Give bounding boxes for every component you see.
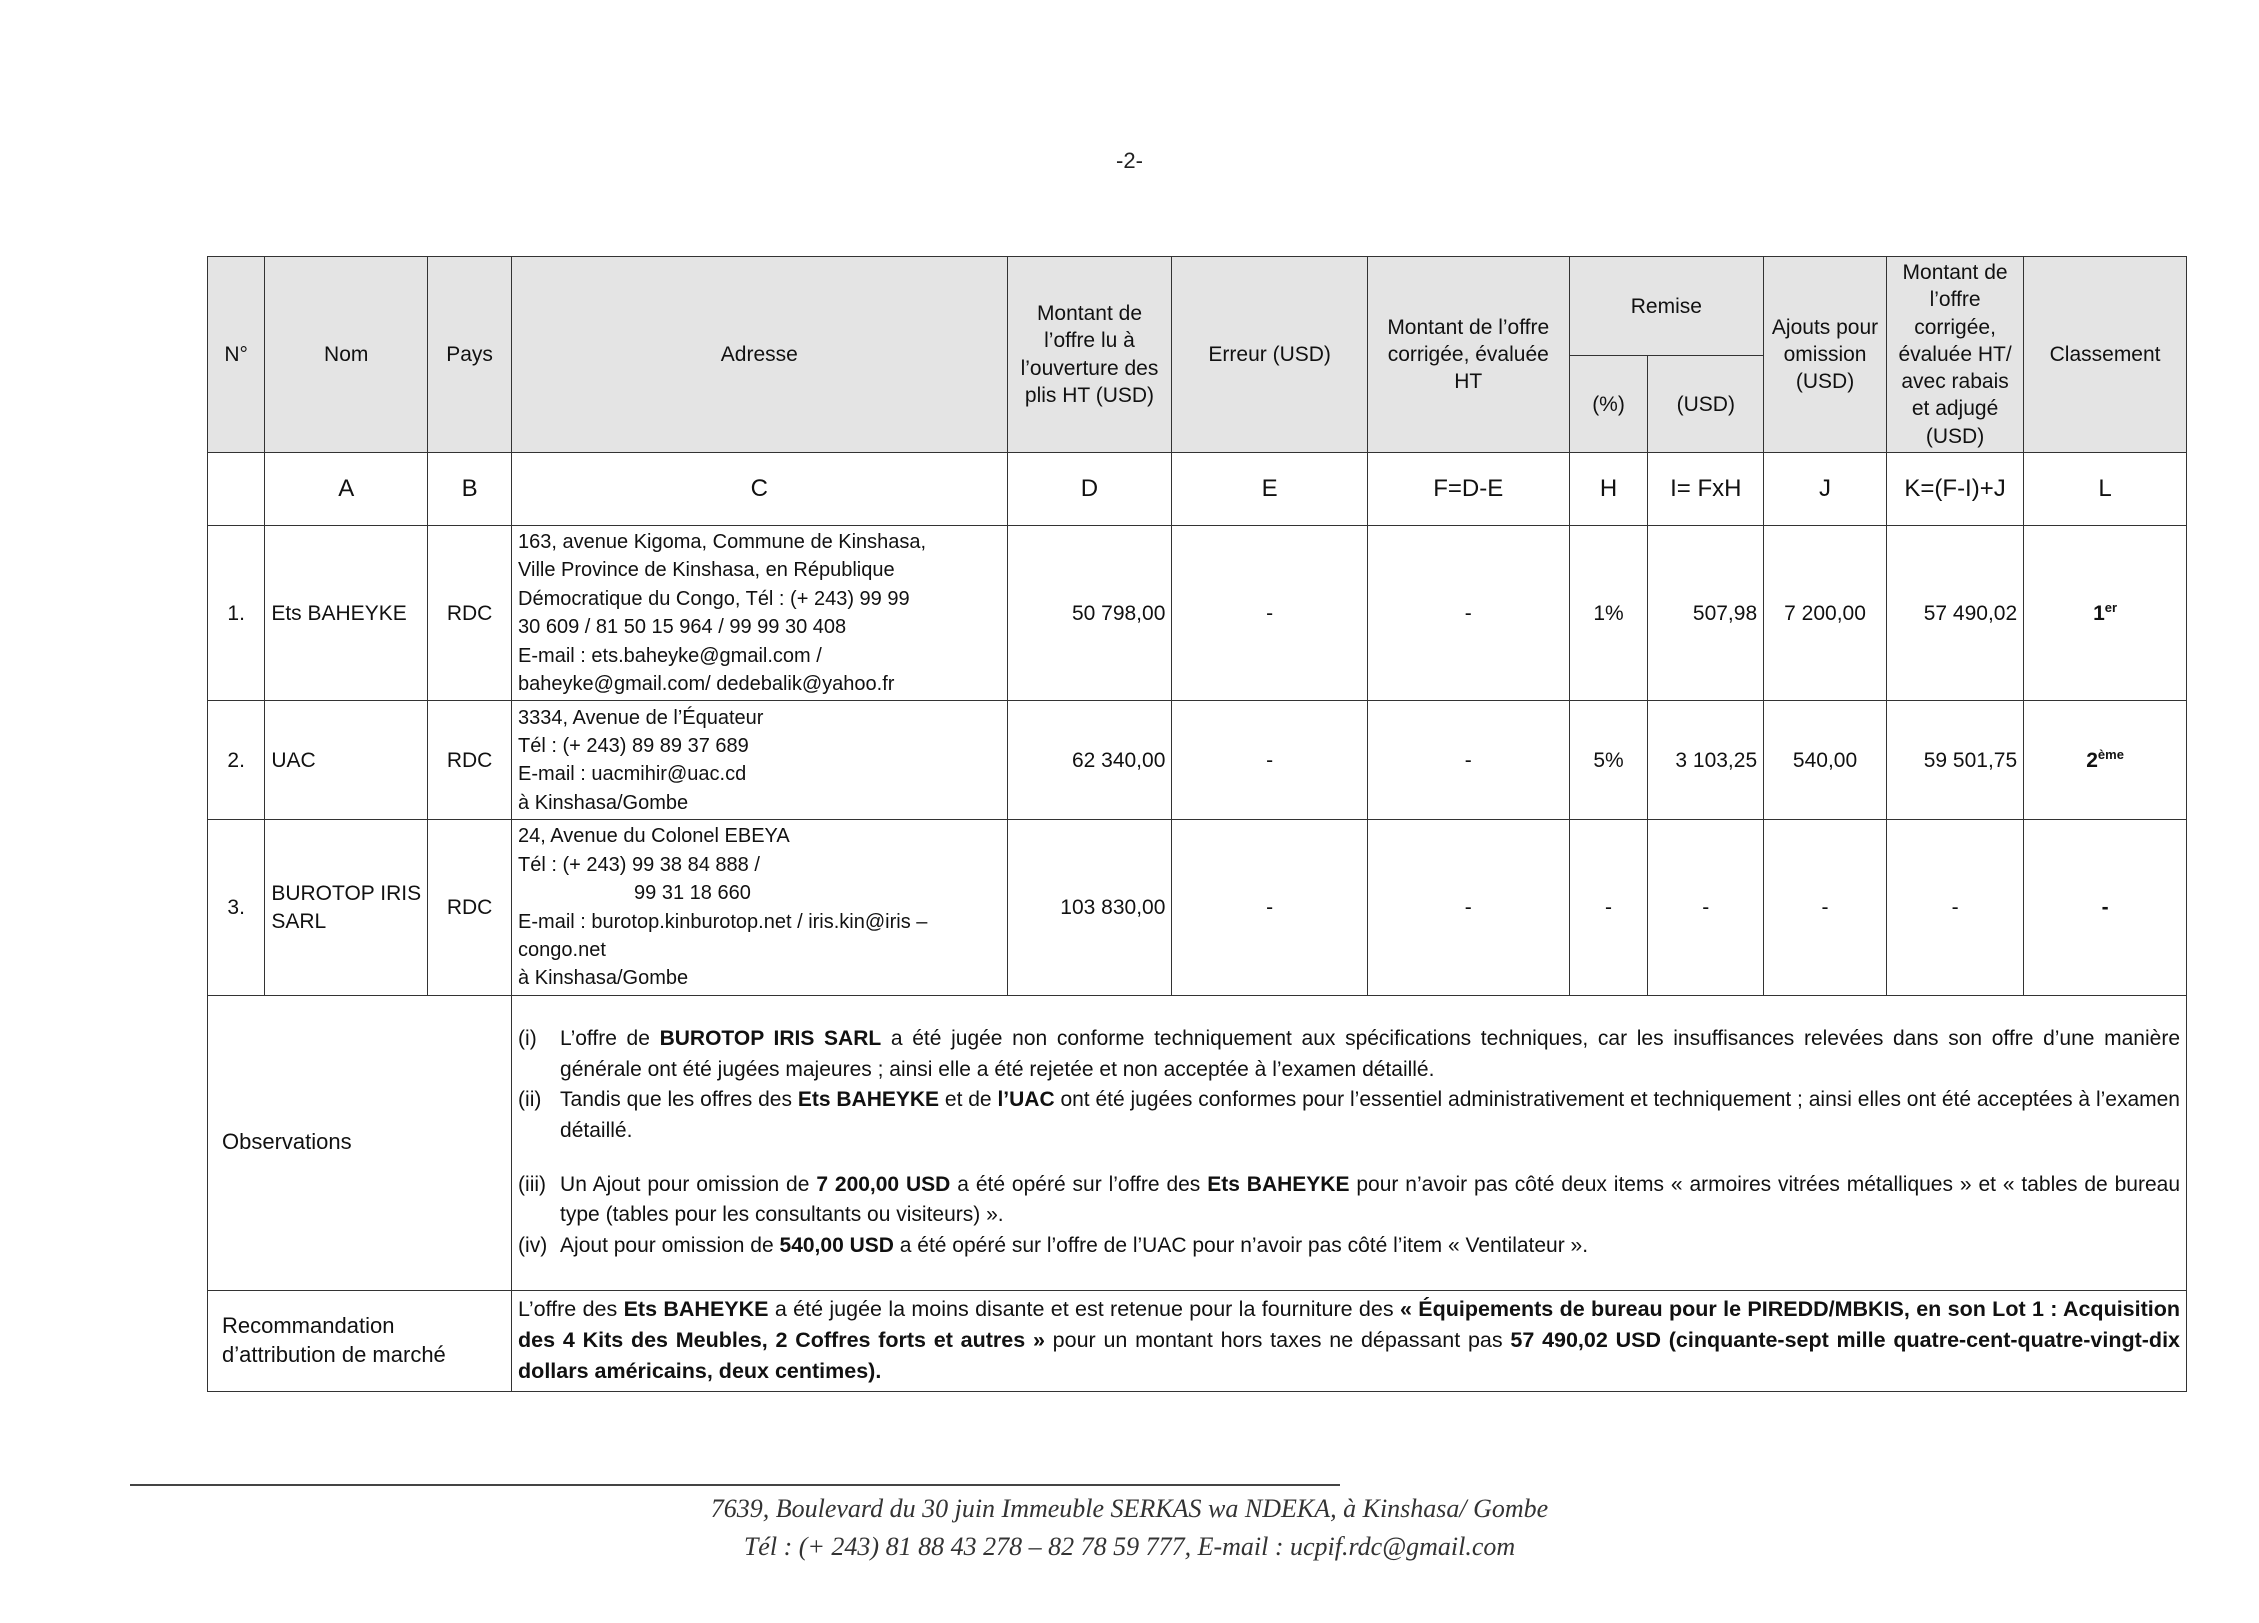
adresse-line: à Kinshasa/Gombe bbox=[518, 791, 689, 814]
adresse-line: E-mail : burotop.kinburotop.net / iris.kin@iris – bbox=[518, 910, 928, 933]
observation-spacer bbox=[518, 1146, 2180, 1170]
formula-a: A bbox=[265, 453, 428, 526]
header-classement: Classement bbox=[2024, 257, 2187, 453]
row-num: 3. bbox=[208, 820, 265, 995]
row-ajouts: 7 200,00 bbox=[1764, 526, 1887, 701]
observation-item bbox=[518, 1231, 2180, 1261]
row-classement bbox=[2024, 526, 2187, 701]
adresse-line: baheyke@gmail.com/ dedebalik@yahoo.fr bbox=[518, 673, 895, 696]
row-nom: UAC bbox=[265, 701, 428, 820]
row-erreur: - bbox=[1172, 701, 1368, 820]
footer-divider bbox=[130, 1484, 1340, 1486]
formula-i: I= FxH bbox=[1648, 453, 1764, 526]
formula-h: H bbox=[1569, 453, 1648, 526]
row-remise-usd: 507,98 bbox=[1648, 526, 1764, 701]
observation-text: Tandis que les offres des Ets BAHEYKE et de l’UAC ont été jugées conformes pour l’essentiel administrativement et techniquement ; ainsi elles ont été acceptées à l’examen détaillé. bbox=[560, 1088, 2180, 1142]
classement-suffix: er bbox=[2104, 599, 2118, 615]
row-montant-lu: 50 798,00 bbox=[1007, 526, 1172, 701]
row-montant-corrige: - bbox=[1367, 701, 1569, 820]
header-erreur: Erreur (USD) bbox=[1172, 257, 1368, 453]
row-adresse bbox=[512, 526, 1008, 701]
formula-j: J bbox=[1764, 453, 1887, 526]
row-montant-lu: 103 830,00 bbox=[1007, 820, 1172, 995]
formula-d: D bbox=[1007, 453, 1172, 526]
observation-text: L’offre de BUROTOP IRIS SARL a été jugée non conforme techniquement aux spécifications techniques, car les insuffisances relevées dans son offre d’une manière générale ont été jugées majeures ; ainsi elle a été rejetée et non acceptée à l’examen détaillé. bbox=[560, 1027, 2181, 1081]
adresse-line: Tél : (+ 243) 99 38 84 888 / bbox=[518, 853, 760, 876]
header-nom: Nom bbox=[265, 257, 428, 453]
row-ajouts: - bbox=[1764, 820, 1887, 995]
adresse-line: 24, Avenue du Colonel EBEYA bbox=[518, 825, 790, 848]
row-montant-lu: 62 340,00 bbox=[1007, 701, 1172, 820]
row-remise-pct: 5% bbox=[1569, 701, 1648, 820]
row-classement bbox=[2024, 701, 2187, 820]
observations-content bbox=[512, 995, 2187, 1290]
header-montant-final: Montant de l’offre corrigée, évaluée HT/ avec rabais et adjugé (USD) bbox=[1886, 257, 2023, 453]
header-adresse: Adresse bbox=[512, 257, 1008, 453]
row-montant-final: 57 490,02 bbox=[1886, 526, 2023, 701]
row-ajouts: 540,00 bbox=[1764, 701, 1887, 820]
row-remise-usd: - bbox=[1648, 820, 1764, 995]
row-num: 1. bbox=[208, 526, 265, 701]
row-montant-corrige: - bbox=[1367, 526, 1569, 701]
adresse-line: 99 31 18 660 bbox=[634, 882, 751, 905]
observation-item bbox=[518, 1024, 2180, 1085]
observation-text: Un Ajout pour omission de 7 200,00 USD a été opéré sur l’offre des Ets BAHEYKE pour n’avoir pas côté deux items « armoires vitrées métalliques » et « tables de bureau type (tables pour les consultants ou visiteurs) ». bbox=[560, 1172, 2180, 1227]
table-row bbox=[208, 701, 2187, 820]
classement-value: 2 bbox=[2086, 748, 2098, 772]
adresse-line: Démocratique du Congo, Tél : (+ 243) 99 99 bbox=[518, 587, 910, 610]
row-adresse bbox=[512, 701, 1008, 820]
adresse-line: 30 609 / 81 50 15 964 / 99 99 30 408 bbox=[518, 616, 847, 639]
row-classement bbox=[2024, 820, 2187, 995]
adresse-line: 163, avenue Kigoma, Commune de Kinshasa, bbox=[518, 531, 927, 554]
formula-e: E bbox=[1172, 453, 1368, 526]
observation-item bbox=[518, 1085, 2180, 1146]
footer-contact: Tél : (+ 243) 81 88 43 278 – 82 78 59 777, E-mail : ucpif.rdc@gmail.com bbox=[743, 1532, 1516, 1561]
header-montant-lu: Montant de l’offre lu à l’ouverture des plis HT (USD) bbox=[1007, 257, 1172, 453]
adresse-line: à Kinshasa/Gombe bbox=[518, 967, 689, 990]
formula-b: B bbox=[428, 453, 512, 526]
formula-k: K=(F-I)+J bbox=[1886, 453, 2023, 526]
recommandation-text: L’offre des Ets BAHEYKE a été jugée la moins disante et est retenue pour la fourniture des « Équipements de bureau pour le PIREDD/MBKIS, en son Lot 1 : Acquisition des 4 Kits des Meubles, 2 Coffres forts et autres » pour un montant hors taxes ne dépassant pas 57 490,02 USD (cinquante-sept mille quatre-cent-quatre-vingt-dix dollars américains, deux centimes). bbox=[512, 1290, 2187, 1391]
row-pays: RDC bbox=[428, 701, 512, 820]
header-remise-usd: (USD) bbox=[1648, 356, 1764, 453]
row-remise-pct: - bbox=[1569, 820, 1648, 995]
classement-value: 1 bbox=[2093, 601, 2105, 625]
adresse-line: E-mail : uacmihir@uac.cd bbox=[518, 763, 747, 786]
header-remise: Remise bbox=[1569, 257, 1764, 356]
row-nom: Ets BAHEYKE bbox=[265, 526, 428, 701]
row-montant-final: - bbox=[1886, 820, 2023, 995]
observation-number: (ii) bbox=[518, 1088, 542, 1112]
observations-label: Observations bbox=[208, 995, 512, 1290]
classement-suffix: ème bbox=[2097, 746, 2124, 762]
formula-empty bbox=[208, 453, 265, 526]
row-pays: RDC bbox=[428, 526, 512, 701]
adresse-line: congo.net bbox=[518, 938, 606, 961]
row-montant-final: 59 501,75 bbox=[1886, 701, 2023, 820]
formula-l: L bbox=[2024, 453, 2187, 526]
table-row bbox=[208, 820, 2187, 995]
row-erreur: - bbox=[1172, 526, 1368, 701]
observation-text: Ajout pour omission de 540,00 USD a été opéré sur l’offre de l’UAC pour n’avoir pas côté l’item « Ventilateur ». bbox=[560, 1233, 1589, 1257]
row-num: 2. bbox=[208, 701, 265, 820]
adresse-line: 3334, Avenue de l’Équateur bbox=[518, 706, 764, 729]
row-remise-usd: 3 103,25 bbox=[1648, 701, 1764, 820]
evaluation-table bbox=[207, 256, 2187, 1392]
table-row bbox=[208, 526, 2187, 701]
recommandation-label: Recommandation d’attribution de marché bbox=[208, 1290, 512, 1391]
footer-address: 7639, Boulevard du 30 juin Immeuble SERKAS wa NDEKA, à Kinshasa/ Gombe bbox=[710, 1494, 1549, 1523]
page-number: -2- bbox=[1116, 148, 1143, 173]
observation-number: (iv) bbox=[518, 1233, 548, 1257]
formula-row bbox=[208, 453, 2187, 526]
classement-value: - bbox=[2101, 895, 2109, 919]
row-nom: BUROTOP IRIS SARL bbox=[265, 820, 428, 995]
header-remise-pct: (%) bbox=[1569, 356, 1648, 453]
row-adresse bbox=[512, 820, 1008, 995]
formula-c: C bbox=[512, 453, 1008, 526]
formula-f: F=D-E bbox=[1367, 453, 1569, 526]
observation-item bbox=[518, 1170, 2180, 1231]
adresse-line: Ville Province de Kinshasa, en République bbox=[518, 559, 895, 582]
header-pays: Pays bbox=[428, 257, 512, 453]
observation-number: (i) bbox=[518, 1027, 537, 1051]
header-montant-corrige: Montant de l’offre corrigée, évaluée HT bbox=[1367, 257, 1569, 453]
row-remise-pct: 1% bbox=[1569, 526, 1648, 701]
row-erreur: - bbox=[1172, 820, 1368, 995]
observation-number: (iii) bbox=[518, 1172, 547, 1196]
adresse-line: E-mail : ets.baheyke@gmail.com / bbox=[518, 644, 822, 667]
recommandation-row bbox=[208, 1290, 2187, 1391]
header-num: N° bbox=[208, 257, 265, 453]
row-pays: RDC bbox=[428, 820, 512, 995]
header-ajouts: Ajouts pour omission (USD) bbox=[1764, 257, 1887, 453]
row-montant-corrige: - bbox=[1367, 820, 1569, 995]
adresse-line: Tél : (+ 243) 89 89 37 689 bbox=[518, 735, 749, 758]
observations-row bbox=[208, 995, 2187, 1290]
